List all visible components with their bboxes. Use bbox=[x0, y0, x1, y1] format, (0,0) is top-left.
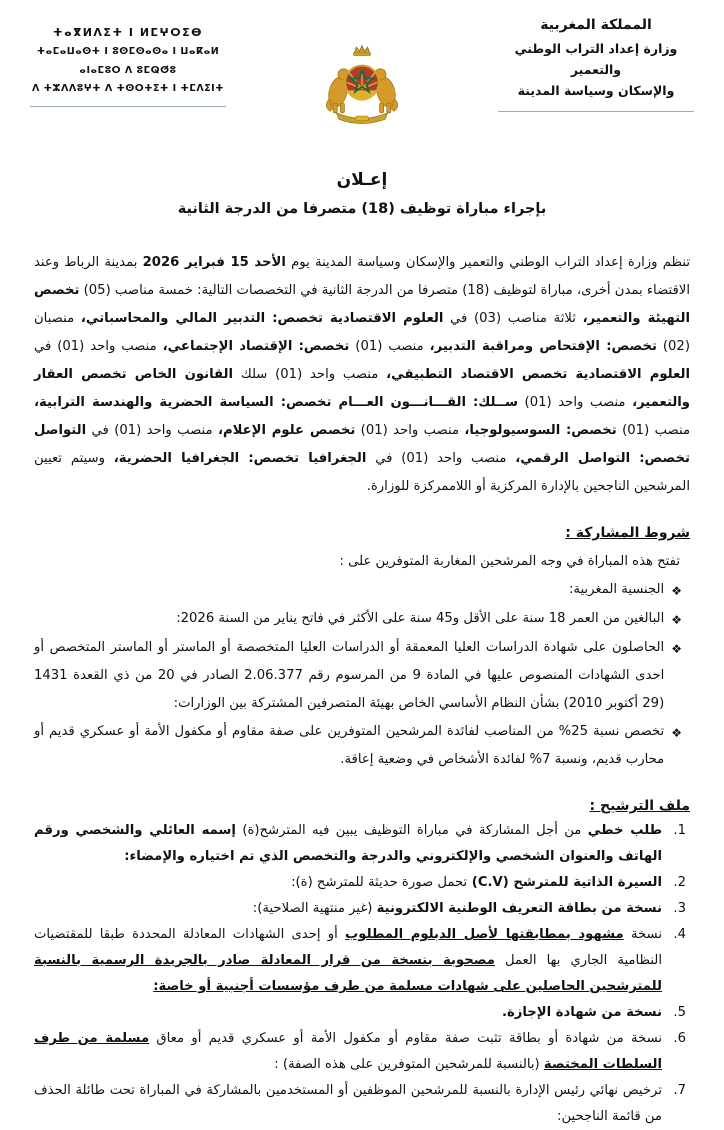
diamond-bullet-icon: ❖ bbox=[671, 726, 682, 740]
kingdom-name-tifinagh: ⵜⴰⴳⵍⴷⵉⵜ ⵏ ⵍⵎⵖⵔⵉⴱ bbox=[52, 26, 203, 39]
condition-text: البالغين من العمر 18 سنة على الأقل و45 سنة على الأكثر في فاتح يناير من السنة 2026: bbox=[176, 611, 665, 626]
ministry-tifinagh-line3: ⴷ ⵜⵣⴷⴷⵓⵖⵜ ⴷ ⵜⵙⵔⵜⵉⵜ ⵏ ⵜⵎⴷⵉⵏⵜ bbox=[31, 83, 225, 95]
item-number: 1. bbox=[673, 823, 686, 838]
condition-item bbox=[34, 605, 682, 634]
ministry-name-arabic bbox=[498, 14, 694, 112]
application-file-section-heading: ملف الترشيح : bbox=[589, 798, 690, 814]
ribbon-icon bbox=[336, 113, 387, 124]
file-item bbox=[34, 1000, 686, 1026]
document-header bbox=[0, 0, 724, 128]
condition-text: تخصص نسبة 25% من المناصب لفائدة المرشحين المتوفرين على صفة مقاوم أو مكفول الأمة أو عسكري قديم أو محارب قديم، ونسبة 7% لفائدة الأشخاص في وضعية إعاقة. bbox=[34, 724, 665, 767]
crown-icon bbox=[353, 46, 371, 56]
shield-icon bbox=[345, 66, 379, 101]
condition-text: الحاصلون على شهادة الدراسات العليا المعمقة أو الدراسات العليا المتخصصة أو الماستر أو الماستر المتخصص أو احدى الشهادات المنصوص عليها في المادة 9 من المرسوم رقم 2.06.377 الصادر في 20 من ذي القعدة 1431 (29 أكتوبر 2010) بشأن النظام الأساسي الخاص بهيئة المتصرفين المشتركة بين الوزارات: bbox=[34, 640, 665, 711]
kingdom-name-arabic: المملكة المغربية bbox=[540, 17, 652, 33]
item-number: 5. bbox=[673, 1005, 686, 1020]
moroccan-royal-coat-of-arms-icon bbox=[307, 44, 417, 128]
item-number: 4. bbox=[673, 927, 686, 942]
conditions-section-heading: شروط المشاركة : bbox=[565, 525, 690, 541]
coat-of-arms-graphic bbox=[314, 44, 410, 128]
ministry-arabic-line2: وزارة إعداد التراب الوطني والتعمير bbox=[514, 40, 678, 78]
file-item bbox=[34, 922, 686, 1000]
diamond-bullet-icon: ❖ bbox=[671, 642, 682, 656]
ministry-tifinagh-line2: ⵜⴰⵎⴰⵡⴰⵙⵜ ⵏ ⵓⵙⵎⵙⴰⵙⴰ ⵏ ⵡⴰⴽⴰⵍ ⴰⵏⴰⵎⵓⵔ ⴷ ⵓⵎⵕⵚⵓ bbox=[36, 46, 220, 76]
condition-item bbox=[34, 718, 682, 774]
file-item-text: طلب خطي من أجل المشاركة في مباراة التوظيف يبين فيه المترشح(ة) إسمه العائلي والشخصي ورقم الهاتف والعنوان الشخصي والإلكتروني والدرجة والتخصص الذي تم اختياره والإمضاء: bbox=[34, 823, 663, 864]
ministry-name-tifinagh bbox=[30, 22, 226, 107]
conditions-lead: تفتح هذه المباراة في وجه المرشحين المغاربة المتوفرين على : bbox=[339, 554, 680, 569]
file-item-text: ترخيص نهائي رئيس الإدارة بالنسبة للمرشحين الموظفين أو المستخدمين بالمشاركة في المباراة تحت طائلة الحذف من قائمة الناجحين: bbox=[34, 1083, 662, 1124]
item-number: 6. bbox=[673, 1031, 686, 1046]
application-file-list bbox=[34, 818, 690, 1130]
diamond-bullet-icon: ❖ bbox=[671, 584, 682, 598]
file-item bbox=[34, 818, 686, 870]
item-number: 7. bbox=[673, 1083, 686, 1098]
condition-item bbox=[34, 576, 682, 605]
file-item-text: نسخة من شهادة الإجازة. bbox=[501, 1005, 662, 1020]
file-item bbox=[34, 1078, 686, 1130]
file-item-text: نسخة من شهادة أو بطاقة تثبت صفة مقاوم أو مكفول الأمة أو عسكري قديم أو معاق مسلمة من طرف السلطات المختصة (بالنسبة للمرشحين المتوفرين على هذه الصفة) : bbox=[34, 1031, 663, 1072]
file-item-text: السيرة الذاتية للمترشح (C.V) تحمل صورة حديثة للمترشح (ة): bbox=[291, 875, 662, 890]
condition-item bbox=[34, 634, 682, 718]
item-number: 2. bbox=[673, 875, 686, 890]
file-item bbox=[34, 1026, 686, 1078]
diamond-bullet-icon: ❖ bbox=[671, 613, 682, 627]
file-item bbox=[34, 896, 686, 922]
conditions-list bbox=[34, 576, 690, 774]
ministry-arabic-line3: والإسكان وسياسة المدينة bbox=[517, 83, 675, 99]
announcement-subtitle: بإجراء مباراة توظيف (18) متصرفا من الدرجة الثانية bbox=[177, 201, 547, 217]
document-body bbox=[0, 249, 724, 1130]
announcement-title: إعـلان bbox=[336, 170, 388, 190]
file-item-text: نسخة مشهود بمطابقتها لأصل الدبلوم المطلوب أو إحدى الشهادات المعادلة المحددة طبقا للمقتضيات النظامية الجاري بها العمل مصحوبة بنسخة من قرار المعادلة صادر بالجريدة الرسمية بالنسبة للمترشحين الحاصلين على شهادات مسلمة من طرف مؤسسات أجنبية أو خاصة: bbox=[34, 927, 662, 994]
condition-text: الجنسية المغربية: bbox=[568, 582, 665, 597]
file-item-text: نسخة من بطاقة التعريف الوطنية الالكترونية (غير منتهية الصلاحية): bbox=[252, 901, 662, 916]
item-number: 3. bbox=[673, 901, 686, 916]
intro-paragraph: تنظم وزارة إعداد التراب الوطني والتعمير والإسكان وسياسة المدينة يوم الأحد 15 فبراير 2026 بمدينة الرباط وعند الاقتضاء بمدن أخرى، مباراة لتوظيف (18) متصرفا من الدرجة الثانية في التخصصات التالية: خمسة مناصب (05) تخصص التهيئة والتعمير، ثلاثة مناصب (03) في العلوم الاقتصادية تخصص: التدبير المالي والمحاسباتي، منصبان (02) تخصص: الإفتحاص ومراقبة التدبير، منصب (01) تخصص: الإقتصاد الإجتماعي، منصب واحد (01) في العلوم الاقتصادية تخصص الاقتصاد التطبيقي، منصب واحد (01) سلك القانون الخاص تخصص العقار والتعمير، منصب واحد (01) ســلك: القـــانـــون العـــام تخصص: السياسة الحضرية والهندسة الترابية، منصب (01) تخصص: السوسيولوجيا، منصب واحد (01) تخصص علوم الإعلام، منصب واحد (01) في التواصل تخصص: التواصل الرقمي، منصب واحد (01) في الجغرافيا تخصص: الجغرافيا الحضرية، وسيتم تعيين المرشحين الناجحين بالإدارة المركزية أو اللاممركزة للوزارة. bbox=[34, 255, 691, 494]
file-item bbox=[34, 870, 686, 896]
